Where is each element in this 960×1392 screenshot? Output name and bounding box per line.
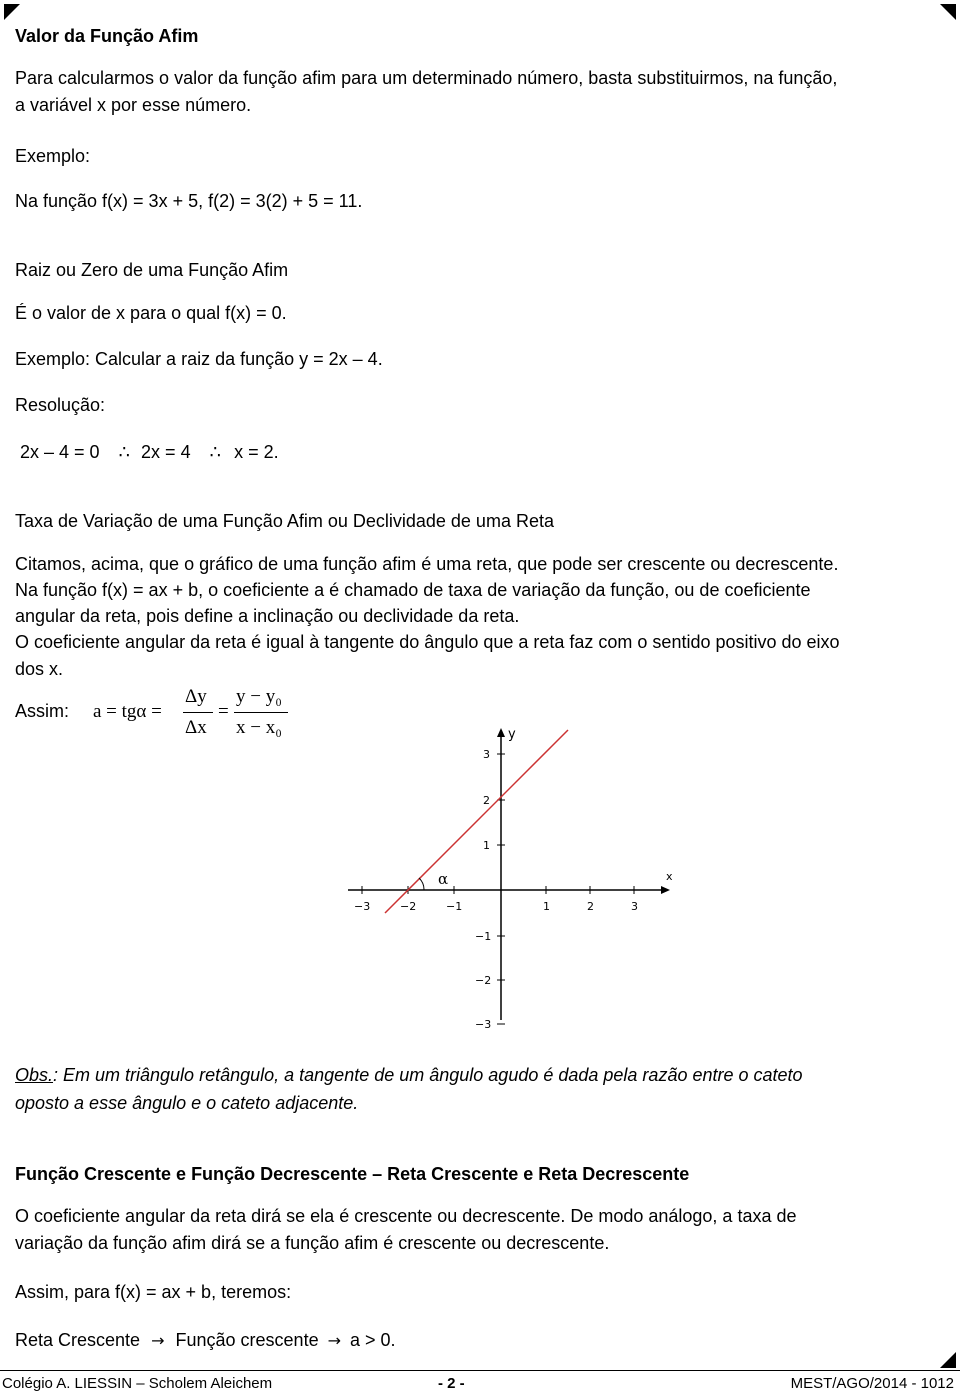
x-axis-arrow [661,886,670,894]
arrow-icon: → [151,1331,165,1350]
formula-equals: = [218,701,229,722]
section-title-crescente: Função Crescente e Função Decrescente – Reta Crescente e Reta Decrescente [15,1164,690,1184]
y-tick-label: −3 [475,1018,492,1031]
obs-text-line: oposto a esse ângulo e o cateto adjacente. [15,1093,359,1113]
y-tick-label: −2 [475,974,492,987]
section-title-raiz: Raiz ou Zero de uma Função Afim [15,260,289,280]
y-tick-label: 3 [483,748,490,761]
root-example: Exemplo: Calcular a raiz da função y = 2x – 4. [15,349,383,369]
section-title-taxa: Taxa de Variação de uma Função Afim ou Declividade de uma Reta [15,511,554,531]
angle-arc [419,878,424,890]
corner-mark-top-left [4,4,20,20]
x-tick-label: 2 [587,900,594,913]
footer-rule [0,1370,960,1371]
paragraph-line: Para calcularmos o valor da função afim para um determinado número, basta substituirmos, na função, [15,68,838,88]
obs-paragraph [15,1062,945,1088]
paragraph-line: Assim, para f(x) = ax + b, teremos: [15,1282,292,1302]
example-label: Exemplo: [15,146,91,166]
y-axis-arrow [497,728,505,737]
paragraph-line: variação da função afim dirá se a função afim é crescente ou decrescente. [15,1233,610,1253]
obs-text: : Em um triângulo retângulo, a tangente de um ângulo agudo é dada pela razão entre o cateto [53,1065,803,1085]
paragraph-line: Na função f(x) = ax + b, o coeficiente a é chamado de taxa de variação da função, ou de coeficiente [15,580,811,600]
paragraph-line: O coeficiente angular da reta dirá se ela é crescente ou decrescente. De modo análogo, a taxa de [15,1206,797,1226]
y-tick-label: 2 [483,794,490,807]
paragraph-line: dos x. [15,659,64,679]
root-definition: É o valor de x para o qual f(x) = 0. [15,303,287,323]
funcao-crescente-label: Função crescente [175,1330,319,1350]
assim-label: Assim: [15,701,69,721]
resolution-label: Resolução: [15,395,106,415]
fraction-bar [234,712,288,713]
formula-lhs: a = tgα = [93,701,162,722]
formula-numerator: y − y₀ [236,686,282,707]
arrow-icon: → [327,1331,341,1350]
formula-denominator: Δx [185,717,207,738]
paragraph-line: O coeficiente angular da reta é igual à tangente do ângulo que a reta faz com o sentido positivo do eixo [15,632,840,652]
x-tick-label: −3 [354,900,371,913]
therefore-symbol: ∴ [118,442,131,462]
formula-denominator: x − x₀ [236,717,282,738]
formula-numerator: Δy [185,686,207,707]
x-axis-label: x [666,870,673,883]
angle-label: α [438,870,449,888]
equation-part: x = 2. [234,442,279,462]
y-tick-label: 1 [483,839,490,852]
section-title-valor: Valor da Função Afim [15,26,199,46]
footer-page-number: - 2 - [438,1375,465,1392]
x-tick-label: 1 [543,900,550,913]
function-line [385,730,568,913]
reta-crescente-label: Reta Crescente [15,1330,141,1350]
x-tick-label: 3 [631,900,638,913]
equation-part: 2x = 4 [141,442,191,462]
corner-mark-bottom-right [940,1352,956,1368]
resolution-equation [20,441,279,463]
paragraph-line: angular da reta, pois define a inclinação ou declividade da reta. [15,606,520,626]
paragraph-line: a variável x por esse número. [15,95,252,115]
x-tick-label: −1 [446,900,463,913]
footer-left: Colégio A. LIESSIN – Scholem Aleichem [2,1375,273,1392]
equation-part: 2x – 4 = 0 [20,442,100,462]
y-axis-label: y [508,727,516,742]
y-tick-label: −1 [475,930,492,943]
example-text: Na função f(x) = 3x + 5, f(2) = 3(2) + 5 = 11. [15,191,363,211]
line-graph [340,720,690,1040]
obs-label: Obs. [15,1065,54,1085]
condition-label: a > 0. [350,1330,396,1350]
rule-crescente [15,1329,396,1352]
fraction-bar [183,712,213,713]
paragraph-line: Citamos, acima, que o gráfico de uma função afim é uma reta, que pode ser crescente ou decrescente. [15,554,839,574]
x-tick-label: −2 [400,900,417,913]
therefore-symbol: ∴ [209,442,222,462]
footer-right: MEST/AGO/2014 - 1012 [790,1375,954,1392]
corner-mark-top-right [940,4,956,20]
